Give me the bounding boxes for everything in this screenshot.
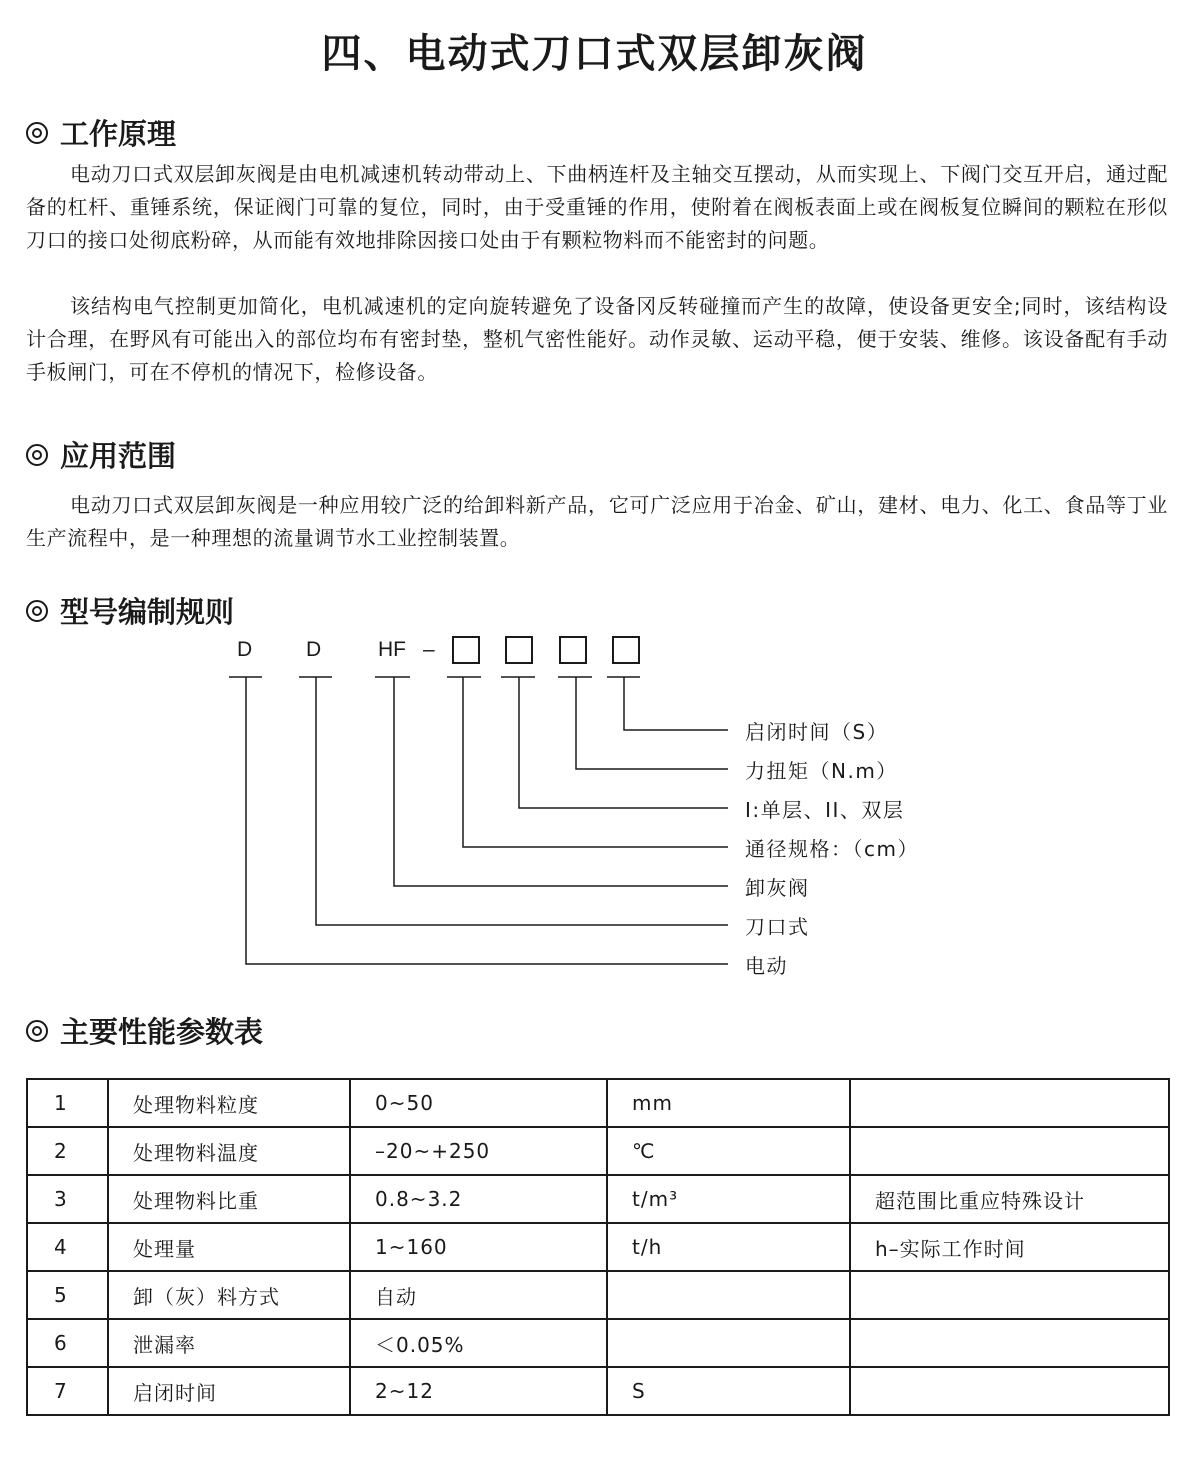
row-index: 7	[27, 1367, 108, 1415]
param-unit: S	[607, 1367, 850, 1415]
param-value: ＜0.05%	[350, 1319, 607, 1367]
param-value: 自动	[350, 1271, 607, 1319]
param-value: 1~160	[350, 1223, 607, 1271]
param-name: 处理物料粒度	[108, 1079, 350, 1127]
table-row	[27, 1319, 1169, 1367]
param-note	[850, 1319, 1169, 1367]
model-label-layer: I:单层、II、双层	[745, 798, 905, 822]
param-name: 卸（灰）料方式	[108, 1271, 350, 1319]
section-heading-label: 主要性能参数表	[60, 1015, 264, 1049]
model-label-valve: 卸灰阀	[745, 876, 810, 900]
param-unit	[607, 1271, 850, 1319]
code-dash: –	[423, 638, 435, 661]
section-heading-params	[26, 1010, 263, 1051]
row-index: 1	[27, 1079, 108, 1127]
param-unit: mm	[607, 1079, 850, 1127]
row-index: 5	[27, 1271, 108, 1319]
double-circle-icon	[26, 600, 48, 622]
param-value: –20~+250	[350, 1127, 607, 1175]
page-title: 四、电动式刀口式双层卸灰阀	[321, 31, 868, 77]
model-code-diagram	[0, 630, 1189, 980]
model-label-electric: 电动	[745, 954, 788, 978]
param-value: 0~50	[350, 1079, 607, 1127]
param-unit: ℃	[607, 1127, 850, 1175]
table-row	[27, 1271, 1169, 1319]
param-note: h–实际工作时间	[850, 1223, 1169, 1271]
param-note	[850, 1079, 1169, 1127]
param-note	[850, 1127, 1169, 1175]
param-unit: t/m³	[607, 1175, 850, 1223]
model-label-knife: 刀口式	[745, 915, 810, 939]
param-value: 0.8~3.2	[350, 1175, 607, 1223]
row-index: 3	[27, 1175, 108, 1223]
table-row	[27, 1079, 1169, 1127]
param-name: 处理物料温度	[108, 1127, 350, 1175]
param-unit	[607, 1319, 850, 1367]
section-heading-label: 应用范围	[60, 439, 177, 473]
model-label-torque: 力扭矩（N.m）	[745, 759, 898, 783]
section-heading-application	[26, 434, 176, 475]
leader-lines	[0, 630, 1189, 980]
table-row	[27, 1367, 1169, 1415]
section-heading-principle	[26, 112, 176, 153]
param-value: 2~12	[350, 1367, 607, 1415]
double-circle-icon	[26, 122, 48, 144]
param-name: 处理物料比重	[108, 1175, 350, 1223]
row-index: 6	[27, 1319, 108, 1367]
param-unit: t/h	[607, 1223, 850, 1271]
params-table	[26, 1078, 1170, 1416]
paragraph: 该结构电气控制更加简化，电机减速机的定向旋转避免了设备冈反转碰撞而产生的故障，使设备更安全;同时，该结构设计合理，在野风有可能出入的部位均布有密封垫，整机气密性能好。动作灵敏、运动平稳，便于安装、维修。该设备配有手动手板闸门，可在不停机的情况下，检修设备。	[26, 294, 1168, 384]
code-letter-d1: D	[237, 638, 253, 661]
table-row	[27, 1127, 1169, 1175]
double-circle-icon	[26, 1020, 48, 1042]
section-heading-label: 型号编制规则	[60, 595, 235, 629]
double-circle-icon	[26, 444, 48, 466]
section-heading-model	[26, 590, 234, 631]
code-letter-hf: HF	[378, 638, 406, 661]
param-note	[850, 1271, 1169, 1319]
paragraph: 电动刀口式双层卸灰阀是由电机减速机转动带动上、下曲柄连杆及主轴交互摆动，从而实现上、下阀门交互开启，通过配备的杠杆、重锤系统，保证阀门可靠的复位，同时，由于受重锤的作用，使附着在阀板表面上或在阀板复位瞬间的颗粒在形似刀口的接口处彻底粉碎，从而能有效地排除因接口处由于有颗粒物料而不能密封的问题。	[26, 162, 1168, 252]
row-index: 4	[27, 1223, 108, 1271]
model-label-time: 启闭时间（S）	[745, 720, 889, 744]
section-heading-label: 工作原理	[60, 117, 177, 151]
param-name: 处理量	[108, 1223, 350, 1271]
table-row	[27, 1223, 1169, 1271]
paragraph: 电动刀口式双层卸灰阀是一种应用较广泛的给卸料新产品，它可广泛应用于冶金、矿山，建材、电力、化工、食品等丁业生产流程中，是一种理想的流量调节水工业控制装置。	[26, 493, 1168, 550]
param-note	[850, 1367, 1169, 1415]
param-name: 启闭时间	[108, 1367, 350, 1415]
param-note: 超范围比重应特殊设计	[850, 1175, 1169, 1223]
row-index: 2	[27, 1127, 108, 1175]
param-name: 泄漏率	[108, 1319, 350, 1367]
model-label-bore: 通径规格：（cm）	[745, 837, 919, 861]
table-row	[27, 1175, 1169, 1223]
code-letter-d2: D	[306, 638, 322, 661]
